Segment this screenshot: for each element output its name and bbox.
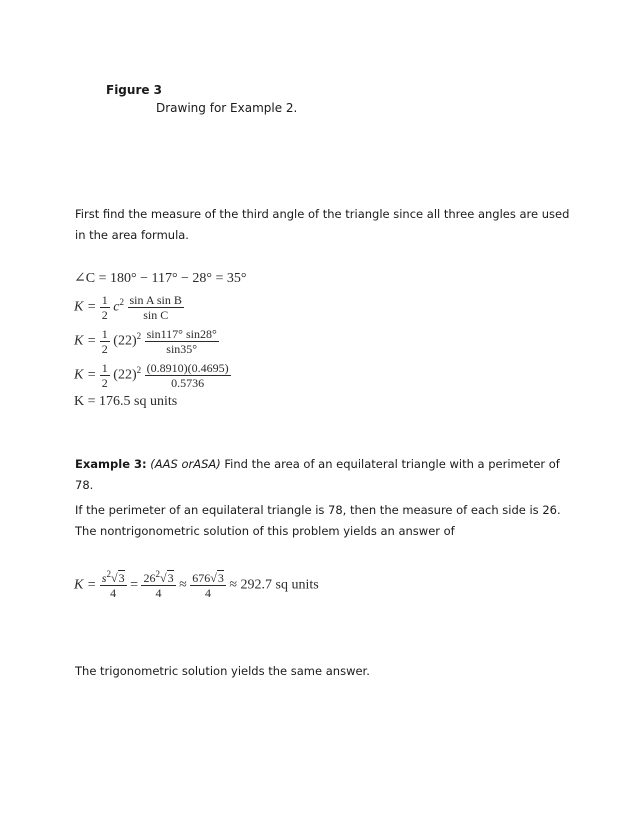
- fraction-676-den: 4: [205, 586, 212, 600]
- equation-angle-c: ∠C = 180° − 117° − 28° = 35°: [74, 271, 247, 286]
- sin-den: sin35°: [166, 342, 198, 356]
- figure-label: Figure 3: [106, 83, 163, 97]
- eq-base: (22): [113, 333, 137, 349]
- example-3-label: Example 3:: [75, 457, 147, 471]
- eq-lhs: K =: [74, 367, 97, 383]
- eq-result: 292.7 sq units: [240, 577, 319, 593]
- paragraph-perimeter: If the perimeter of an equilateral triangle is 78, then the measure of each side is 26. The nontrigonometric solution of this problem yields an answer of: [75, 503, 561, 538]
- coef-den: 2: [101, 308, 108, 322]
- eq-lhs: K =: [74, 577, 97, 593]
- sin-den: sin C: [143, 308, 169, 322]
- coef-num: 1: [101, 293, 108, 307]
- num-root: 3: [167, 571, 174, 585]
- eq-lhs: K =: [74, 299, 97, 315]
- fraction-676-num: 676√3: [192, 571, 224, 585]
- fraction-s: [100, 569, 127, 600]
- eq-approx-1: ≈: [179, 577, 187, 593]
- example-3-text: Find the area of an equilateral triangle with a perimeter of 78.: [75, 457, 560, 492]
- num-exp: 2: [106, 569, 111, 579]
- num-base: s: [101, 571, 107, 585]
- fraction-s-num: $s^2√3$: [101, 569, 125, 585]
- sin-num: sin A sin B: [129, 293, 182, 307]
- coef-fraction: [100, 362, 110, 389]
- equation-numeric: [74, 362, 231, 389]
- coef-fraction: [100, 294, 110, 321]
- fraction-676: [190, 572, 226, 599]
- example-3-paragraph: [75, 454, 575, 496]
- fraction-26-num: $26^2√3$: [143, 569, 174, 585]
- value-fraction: [145, 362, 231, 389]
- sin-num: sin117° sin28°: [146, 327, 217, 341]
- value-num: (0.8910)(0.4695): [146, 361, 229, 375]
- eq-equals: =: [130, 577, 138, 593]
- coef-num: 1: [101, 327, 108, 341]
- eq-exp: 2: [136, 365, 142, 376]
- fraction-26: [141, 569, 175, 600]
- fraction-s-den: 4: [110, 586, 117, 600]
- num-base: 676: [192, 571, 211, 585]
- eq-base: (22): [113, 367, 137, 383]
- sin-fraction: [145, 328, 219, 355]
- coef-fraction: [100, 328, 110, 355]
- num-exp: 2: [155, 569, 160, 579]
- sin-fraction: [128, 294, 184, 321]
- example-3-tag: (AAS orASA): [150, 457, 221, 471]
- num-base: 26: [143, 571, 156, 585]
- eq-exp: 2: [119, 297, 125, 308]
- eq-exp: 2: [136, 331, 142, 342]
- figure-caption: Drawing for Example 2.: [156, 101, 298, 115]
- eq-lhs: K =: [74, 333, 97, 349]
- coef-num: 1: [101, 361, 108, 375]
- equation-area-formula: [74, 294, 184, 321]
- coef-den: 2: [101, 376, 108, 390]
- value-den: 0.5736: [171, 376, 205, 390]
- equation-equilateral-area: [74, 569, 319, 600]
- paragraph-conclusion: The trigonometric solution yields the same answer.: [75, 664, 370, 678]
- fraction-26-den: 4: [155, 586, 162, 600]
- eq-var: c: [113, 299, 120, 315]
- num-root: 3: [217, 571, 224, 585]
- coef-den: 2: [101, 342, 108, 356]
- equation-result: K = 176.5 sq units: [74, 394, 178, 409]
- equation-substituted: [74, 328, 219, 355]
- eq-approx-2: ≈: [229, 577, 238, 593]
- paragraph-intro: First find the measure of the third angle of the triangle since all three angles are used in the area formula.: [75, 207, 570, 242]
- num-root: 3: [118, 571, 125, 585]
